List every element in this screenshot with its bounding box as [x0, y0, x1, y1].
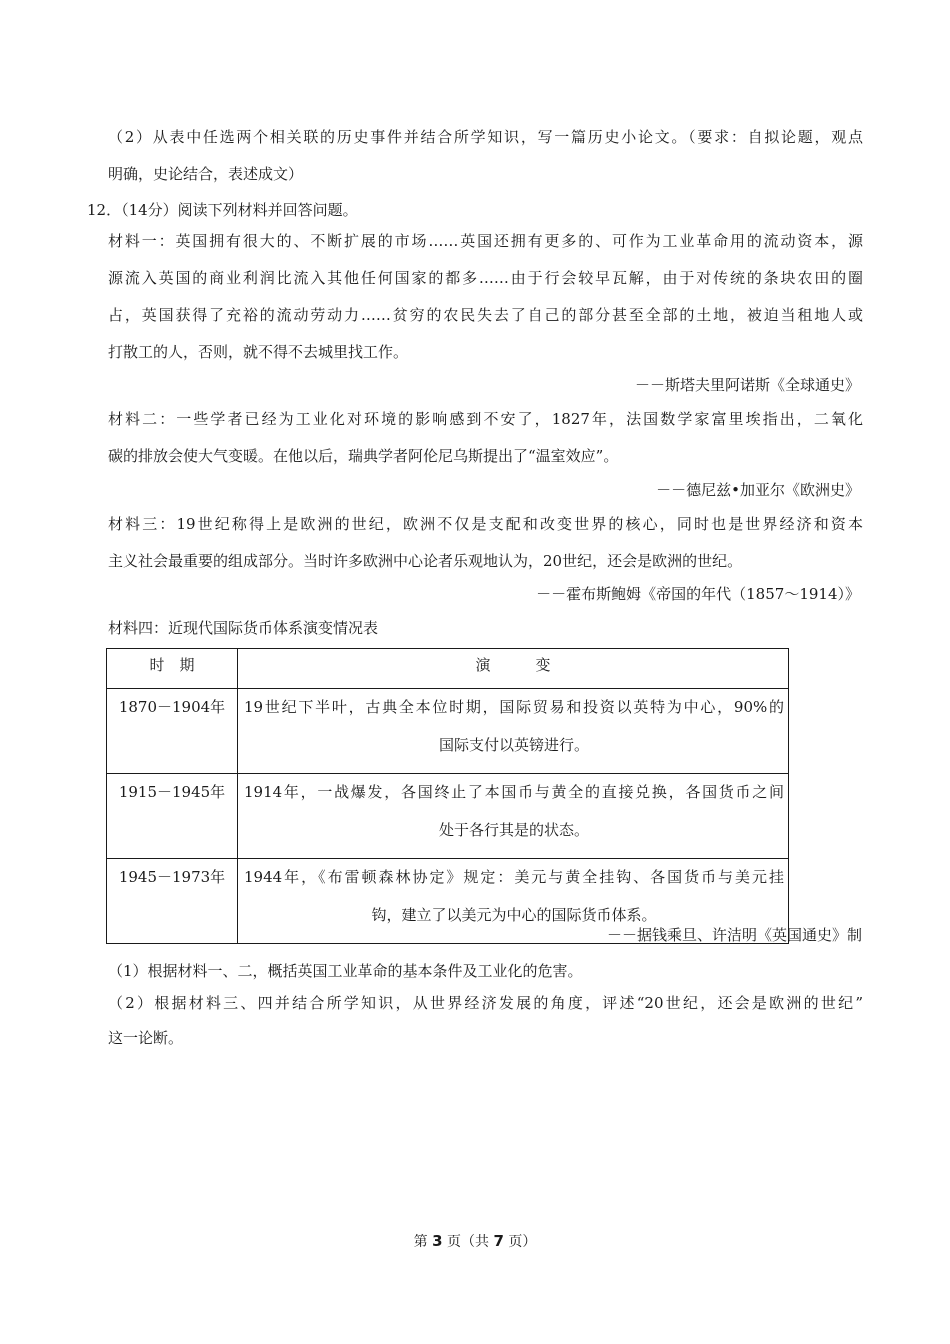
table-header-row — [107, 649, 789, 689]
sub-question-2-line-1: （2）根据材料三、四并结合所学知识，从世界经济发展的角度，评述“20世纪，还会是欧洲的世纪” — [108, 994, 863, 1012]
footer-prefix: 第 — [413, 1234, 428, 1250]
evolution-line-2: 钩，建立了以美元为中心的国际货币体系。 — [371, 906, 657, 924]
table-row — [107, 774, 789, 859]
material1-line: 占，英国获得了充裕的流动劳动力……贫穷的农民失去了自己的部分甚至全部的土地，被迫当租地人或 — [108, 306, 863, 324]
material1-line: 材料一：英国拥有很大的、不断扩展的市场……英国还拥有更多的、可作为工业革命用的流动资本，源 — [108, 232, 863, 250]
evolution-cell — [238, 774, 789, 859]
header-evolution: 演 变 — [238, 649, 789, 689]
material1-source: －－斯塔夫里阿诺斯《全球通史》 — [634, 376, 860, 394]
material3-line: 材料三：19世纪称得上是欧洲的世纪，欧洲不仅是支配和改变世界的核心，同时也是世界经济和资本 — [108, 515, 863, 533]
footer-total-pages: 7 — [493, 1232, 504, 1250]
material3-line: 主义社会最重要的组成部分。当时许多欧洲中心论者乐观地认为，20世纪，还会是欧洲的世纪。 — [108, 552, 743, 570]
page-footer — [0, 1231, 950, 1252]
evolution-line-1: 19世纪下半叶，古典全本位时期，国际贸易和投资以英特为中心，90%的 — [244, 698, 784, 716]
sub-question-2-line-2: 这一论断。 — [108, 1029, 184, 1047]
footer-middle: 页（共 — [447, 1234, 489, 1250]
evolution-line-1: 1914年，一战爆发，各国终止了本国币与黄全的直接兑换，各国货币之间 — [244, 783, 784, 801]
footer-suffix: 页） — [508, 1234, 537, 1250]
material3-source: －－霍布斯鲍姆《帝国的年代（1857～1914）》 — [536, 585, 860, 603]
material2-source: －－德尼兹•加亚尔《欧洲史》 — [656, 481, 860, 499]
material4-caption: 材料四：近现代国际货币体系演变情况表 — [108, 619, 379, 637]
period-cell: 1945－1973年 — [107, 859, 238, 944]
evolution-cell — [238, 689, 789, 774]
question-12-heading: 12．（14分）阅读下列材料并回答问题。 — [87, 201, 358, 219]
currency-system-table — [106, 648, 789, 944]
material4-source: －－据钱乘旦、许洁明《英国通史》制 — [606, 926, 862, 944]
evolution-line-2: 处于各行其是的状态。 — [438, 821, 589, 839]
period-cell: 1915－1945年 — [107, 774, 238, 859]
material2-line: 碳的排放会使大气变暖。在他以后，瑞典学者阿伦尼乌斯提出了“温室效应”。 — [108, 447, 619, 465]
q2-essay-line-1: （2）从表中任选两个相关联的历史事件并结合所学知识，写一篇历史小论文。（要求：自拟论题，观点 — [108, 128, 863, 146]
material1-line: 源流入英国的商业利润比流入其他任何国家的都多……由于行会较早瓦解，由于对传统的条块农田的圈 — [108, 269, 863, 287]
table-row — [107, 689, 789, 774]
q2-essay-line-2: 明确，史论结合，表述成文） — [108, 165, 304, 183]
material1-line: 打散工的人，否则，就不得不去城里找工作。 — [108, 343, 409, 361]
evolution-line-2: 国际支付以英镑进行。 — [438, 736, 589, 754]
material2-line: 材料二：一些学者已经为工业化对环境的影响感到不安了，1827年，法国数学家富里埃指出，二氧化 — [108, 410, 863, 428]
footer-page-number: 3 — [432, 1232, 443, 1250]
header-period: 时 期 — [107, 649, 238, 689]
evolution-line-1: 1944年，《布雷顿森林协定》规定：美元与黄全挂钩、各国货币与美元挂 — [244, 868, 784, 886]
period-cell: 1870－1904年 — [107, 689, 238, 774]
sub-question-1: （1）根据材料一、二，概括英国工业革命的基本条件及工业化的危害。 — [108, 962, 583, 980]
